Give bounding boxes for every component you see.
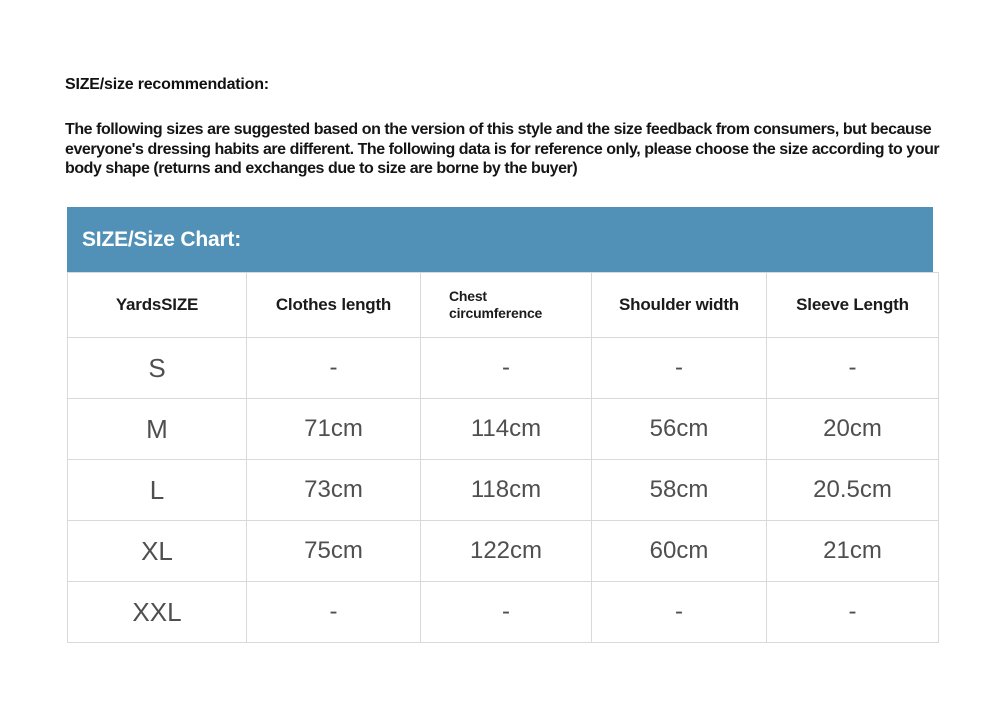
size-cell: L <box>68 460 247 521</box>
column-header-clothes-length: Clothes length <box>247 273 421 338</box>
value-cell: 122cm <box>421 521 592 582</box>
value-cell: 56cm <box>592 399 767 460</box>
value-cell: 118cm <box>421 460 592 521</box>
table-row-xxl <box>68 582 939 643</box>
value-cell: 60cm <box>592 521 767 582</box>
size-cell: XL <box>68 521 247 582</box>
value-cell: - <box>767 582 939 643</box>
value-cell: 20.5cm <box>767 460 939 521</box>
chest-circumference-label: Chest circumference <box>449 288 543 321</box>
size-table-header-row <box>68 273 939 338</box>
value-cell: 114cm <box>421 399 592 460</box>
value-cell: - <box>421 338 592 399</box>
size-cell: M <box>68 399 247 460</box>
column-header-chest-circumference <box>421 273 592 338</box>
page-title: SIZE/size recommendation: <box>65 76 269 93</box>
column-header-yards-size: YardsSIZE <box>68 273 247 338</box>
size-cell: S <box>68 338 247 399</box>
value-cell: - <box>247 338 421 399</box>
size-chart-title: SIZE/Size Chart: <box>82 227 241 251</box>
value-cell: - <box>592 338 767 399</box>
column-header-shoulder-width: Shoulder width <box>592 273 767 338</box>
value-cell: 21cm <box>767 521 939 582</box>
value-cell: 73cm <box>247 460 421 521</box>
value-cell: - <box>767 338 939 399</box>
table-row-l <box>68 460 939 521</box>
value-cell: - <box>592 582 767 643</box>
table-row-m <box>68 399 939 460</box>
size-recommendation-description: The following sizes are suggested based on the version of this style and the size feedback from consumers, but because everyone's dressing habits are different. The following data is for reference only, please choose the size according to your body shape (returns and exchanges due to size are borne by the buyer) <box>65 121 940 177</box>
table-row-xl <box>68 521 939 582</box>
value-cell: 71cm <box>247 399 421 460</box>
value-cell: - <box>421 582 592 643</box>
size-chart-section <box>67 207 933 643</box>
value-cell: 58cm <box>592 460 767 521</box>
table-row-s <box>68 338 939 399</box>
size-table <box>67 272 939 643</box>
size-chart-title-bar <box>67 207 933 272</box>
value-cell: 75cm <box>247 521 421 582</box>
column-header-sleeve-length: Sleeve Length <box>767 273 939 338</box>
size-cell: XXL <box>68 582 247 643</box>
value-cell: - <box>247 582 421 643</box>
value-cell: 20cm <box>767 399 939 460</box>
